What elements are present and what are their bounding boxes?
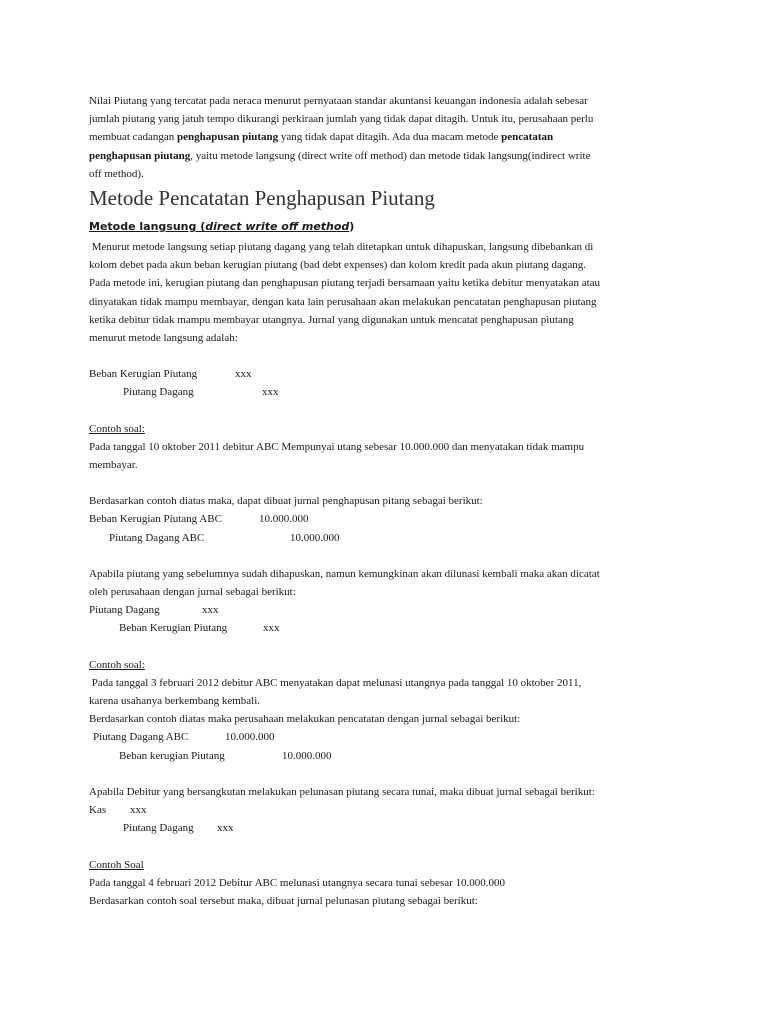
intro-line-1: Nilai Piutang yang tercatat pada neraca menurut pernyataan standar akuntansi keuangan indonesia adalah sebesar: [89, 95, 588, 107]
example-line: Pada tanggal 3 februari 2012 debitur ABC menyatakan dapat melunasi utangnya pada tanggal 10 oktober 2011,: [89, 676, 582, 689]
credit-account: Piutang Dagang: [123, 386, 194, 399]
credit-value: 10.000.000: [290, 531, 340, 544]
example-1: [89, 420, 680, 547]
journal-debit-row: [89, 728, 680, 746]
debit-value: xxx: [202, 604, 219, 617]
method-description: [89, 238, 680, 347]
journal-debit-row: [89, 510, 680, 528]
recovery-line: oleh perusahaan dengan jurnal sebagai berikut:: [89, 586, 296, 599]
method-line: Menurut metode langsung setiap piutang dagang yang telah ditetapkan untuk dihapuskan, langsung dibebankan di: [89, 241, 594, 254]
example-line: Pada tanggal 4 februari 2012 Debitur ABC melunasi utangnya secara tunai sebesar 10.000.000: [89, 876, 506, 889]
intro-line-5: off method).: [89, 167, 144, 180]
debit-account: Piutang Dagang: [89, 604, 160, 617]
credit-value: 10.000.000: [282, 749, 332, 762]
debit-value: xxx: [235, 368, 252, 381]
credit-value: xxx: [262, 386, 279, 399]
recovery-section: [89, 565, 680, 638]
example-label: Contoh soal:: [89, 658, 145, 671]
bold-term: penghapusan piutang: [176, 131, 279, 144]
debit-value: 10.000.000: [225, 731, 275, 744]
debit-account: Beban Kerugian Piutang: [89, 368, 198, 381]
journal-credit-row: [89, 529, 680, 547]
example-line: Berdasarkan contoh soal tersebut maka, dibuat jurnal pelunasan piutang sebagai berikut:: [89, 894, 478, 907]
payment-section: [89, 783, 680, 838]
example-line: Berdasarkan contoh diatas maka perusahaan melakukan pencatatan dengan jurnal sebagai berikut:: [89, 713, 521, 726]
subheading-prefix: Metode langsung (: [89, 220, 206, 234]
credit-account: Beban Kerugian Piutang: [119, 622, 228, 635]
method-line: dinyatakan tidak mampu membayar, dengan kata lain perusahaan akan melakukan pencatatan penghapusan piutang: [89, 295, 597, 308]
example-3: [89, 856, 680, 911]
example-line: karena usahanya berkembang kembali.: [89, 695, 261, 708]
intro-line-2: jumlah piutang yang jatuh tempo dikurangi perkiraan jumlah yang tidak dapat ditagih. Untuk itu, perusahaan perlu: [89, 113, 594, 126]
bold-term: penghapusan piutang: [89, 149, 191, 162]
debit-account: Piutang Dagang ABC: [93, 731, 189, 744]
subheading-underlined: [89, 220, 349, 233]
journal-credit-row: [89, 747, 680, 765]
intro-text: membuat cadangan: [89, 131, 177, 144]
method-line: kolom debet pada akun beban kerugian piutang (bad debt expenses) dan kolom kredit pada akun piutang dagang.: [89, 259, 586, 272]
debit-account: Kas: [89, 804, 107, 817]
intro-text: yang tidak dapat ditagih. Ada dua macam metode: [278, 131, 502, 144]
method-line: menurut metode langsung adalah:: [89, 332, 238, 345]
credit-value: xxx: [217, 822, 234, 835]
intro-text: , yaitu metode langsung (direct write off method) dan metode tidak langsung(indirect write: [190, 149, 591, 162]
credit-account: Piutang Dagang ABC: [109, 531, 205, 544]
subheading-suffix: ): [349, 220, 355, 234]
method-subheading: [89, 219, 680, 235]
recovery-line: Apabila piutang yang sebelumnya sudah dihapuskan, namun kemungkinan akan dilunasi kembali maka akan dicatat: [89, 567, 600, 580]
debit-value: xxx: [130, 804, 147, 817]
debit-value: 10.000.000: [259, 513, 309, 526]
journal-credit-row: [89, 819, 680, 837]
journal-debit-row: [89, 801, 680, 819]
credit-account: Piutang Dagang: [123, 822, 194, 835]
journal-debit-row: [89, 365, 680, 383]
intro-line-3: [89, 128, 680, 146]
credit-value: xxx: [263, 622, 280, 635]
example-line: membayar.: [89, 459, 138, 472]
method-line: ketika debitur tidak mampu membayar utangnya. Jurnal yang digunakan untuk mencatat penghapusan piutang: [89, 313, 574, 326]
credit-account: Beban kerugian Piutang: [119, 749, 225, 762]
method-line: Pada metode ini, kerugian piutang dan penghapusan piutang terjadi bersamaan yaitu ketika debitur menyatakan atau: [89, 277, 601, 290]
debit-account: Beban Kerugian Piutang ABC: [89, 513, 222, 526]
example-intro: Berdasarkan contoh diatas maka, dapat dibuat jurnal penghapusan pitang sebagai berikut:: [89, 495, 483, 508]
example-label: Contoh soal:: [89, 422, 145, 435]
subheading-italic: direct write off method: [205, 220, 350, 234]
intro-paragraph: [89, 92, 680, 183]
journal-debit-row: [89, 601, 680, 619]
bold-term: pencatatan: [501, 131, 554, 144]
example-label: Contoh Soal: [89, 858, 144, 871]
payment-line: Apabila Debitur yang bersangkutan melakukan pelunasan piutang secara tunai, maka dibuat jurnal sebagai berikut:: [89, 785, 595, 798]
journal-credit-row: [89, 619, 680, 637]
example-2: [89, 656, 680, 765]
section-heading: Metode Pencatatan Penghapusan Piutang: [89, 186, 435, 211]
journal-credit-row: [89, 383, 680, 401]
intro-line-4: [89, 147, 680, 165]
example-line: Pada tanggal 10 oktober 2011 debitur ABC Mempunyai utang sebesar 10.000.000 dan menyatakan tidak mampu: [89, 440, 585, 453]
journal-entry-1: [89, 365, 680, 401]
